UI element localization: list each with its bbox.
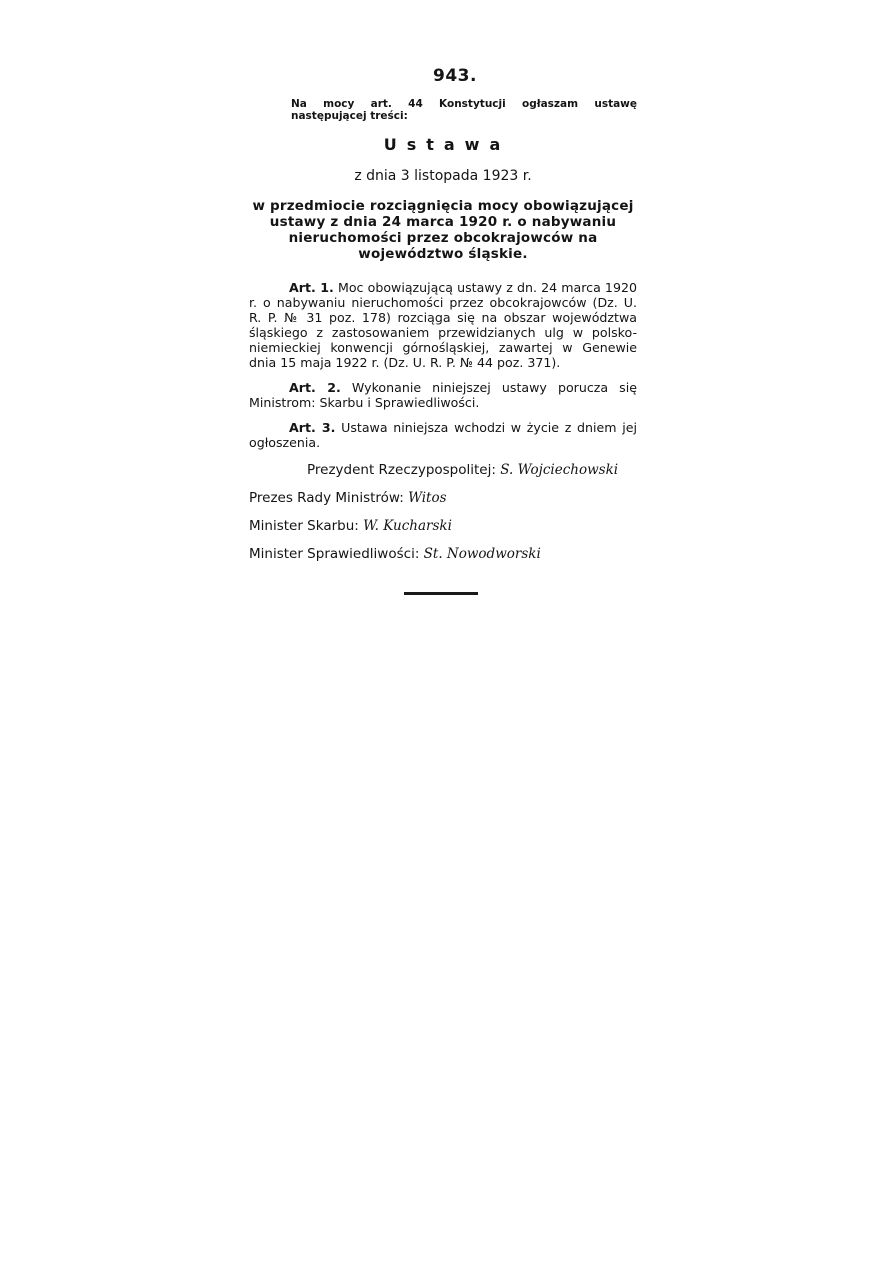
document-page — [249, 66, 637, 595]
article-2 — [249, 380, 637, 410]
signature-role: Prezes Rady Ministrów: — [249, 490, 404, 506]
promulgation-intro: Na mocy art. 44 Konstytucji ogłaszam ustawę następującej treści: — [291, 98, 637, 122]
document-subject: w przedmiocie rozciągnięcia mocy obowiązującej ustawy z dnia 24 marca 1920 r. o nabywaniu nieruchomości przez obcokrajowców na województwo śląskie. — [252, 198, 634, 262]
article-2-label: Art. 2. — [289, 380, 341, 395]
article-2-text: Wykonanie niniejszej ustawy porucza się Ministrom: Skarbu i Sprawiedliwości. — [249, 380, 637, 410]
article-1-label: Art. 1. — [289, 280, 334, 295]
document-title: Ustawa — [383, 135, 511, 154]
signature-name: St. Nowodworski — [423, 546, 541, 562]
signature-name: W. Kucharski — [363, 518, 452, 534]
article-3-text: Ustawa niniejsza wchodzi w życie z dniem jej ogłoszenia. — [249, 420, 638, 450]
article-1 — [249, 280, 637, 370]
signature-president — [249, 462, 637, 478]
document-date: z dnia 3 listopada 1923 r. — [354, 168, 532, 184]
signature-role: Minister Skarbu: — [249, 518, 359, 534]
article-3-label: Art. 3. — [289, 420, 336, 435]
article-1-text: Moc obowiązującą ustawy z dn. 24 marca 1920 r. o nabywaniu nieruchomości przez obcokrajowców (Dz. U. R. P. № 31 poz. 178) rozciąga się na obszar województwa śląskiego z zastosowaniem przewidzianych ulg w polsko-niemieckiej konwencji górnośląskiej, zawartej w Genewie dnia 15 maja 1922 r. (Dz. U. R. P. № 44 poz. 371). — [249, 280, 637, 370]
signature-treasury-minister — [249, 518, 637, 534]
article-3 — [249, 420, 637, 450]
signature-justice-minister — [249, 546, 637, 562]
closing-rule — [404, 592, 478, 595]
signature-role: Minister Sprawiedliwości: — [249, 546, 420, 562]
signature-name: S. Wojciechowski — [500, 462, 619, 478]
signature-name: Witos — [408, 490, 447, 506]
signature-premier — [249, 490, 637, 506]
signature-role: Prezydent Rzeczypospolitej: — [307, 462, 496, 478]
page-number: 943. — [433, 66, 477, 86]
